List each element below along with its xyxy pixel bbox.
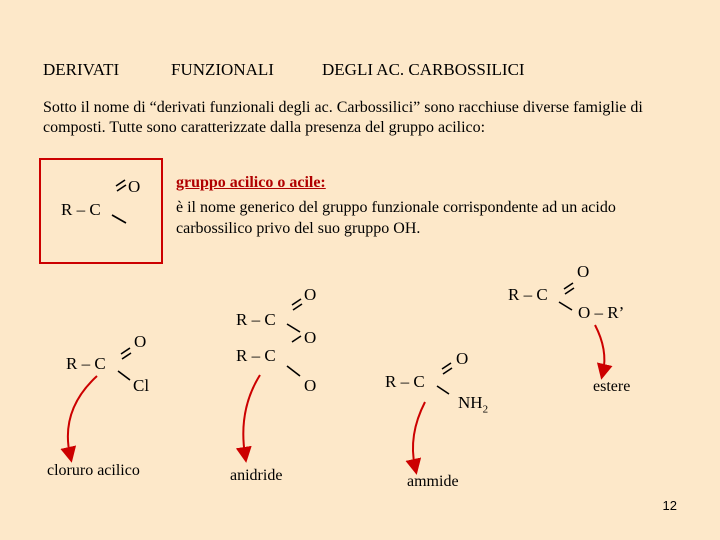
chloride-cl: Cl	[133, 376, 150, 395]
title-derivati: DERIVATI	[43, 60, 120, 79]
acyl-o: O	[128, 177, 141, 196]
amide-nh-subscript: 2	[482, 403, 489, 416]
ester-or: O – R’	[578, 303, 625, 322]
ester-rc: R – C	[508, 285, 548, 304]
amide-nh: NH	[458, 393, 483, 412]
definition-text: è il nome generico del gruppo funzionale corrispondente ad un acido carbossilico privo del suo gruppo OH.	[176, 199, 616, 237]
acyl-double-bond	[116, 180, 125, 186]
title-carbossilici: DEGLI AC. CARBOSSILICI	[322, 60, 525, 79]
ester-o: O	[577, 262, 590, 281]
acyl-box	[40, 159, 162, 263]
acyl-rc: R – C	[61, 200, 101, 219]
arrow-ester	[595, 325, 604, 372]
label-anidride: anidride	[230, 467, 283, 484]
amide-o: O	[456, 349, 469, 368]
anhydride-rc-bottom: R – C	[236, 346, 276, 365]
arrow-anhydride	[243, 375, 260, 455]
definition-title: gruppo acilico o acile:	[176, 174, 326, 191]
page-number: 12	[662, 498, 677, 513]
amide-nh2	[458, 393, 488, 415]
anhydride-o-top: O	[304, 285, 317, 304]
arrow-amide	[413, 402, 425, 467]
amide-rc: R – C	[385, 372, 425, 391]
anhydride-o-bottom: O	[304, 376, 317, 395]
intro-paragraph: Sotto il nome di “derivati funzionali degli ac. Carbossilici” sono racchiuse diverse famiglie di composti. Tutte sono caratterizzate dalla presenza del gruppo acilico:	[43, 99, 643, 136]
arrow-chloride	[68, 376, 97, 455]
title-funzionali: FUNZIONALI	[171, 60, 274, 79]
chloride-o: O	[134, 332, 147, 351]
anhydride-o-bridge: O	[304, 328, 317, 347]
acyl-single-bond	[112, 215, 126, 223]
chloride-rc: R – C	[66, 354, 106, 373]
label-ammide: ammide	[407, 473, 459, 490]
label-cloruro-acilico: cloruro acilico	[47, 462, 140, 479]
anhydride-rc-top: R – C	[236, 310, 276, 329]
label-estere: estere	[593, 378, 631, 395]
